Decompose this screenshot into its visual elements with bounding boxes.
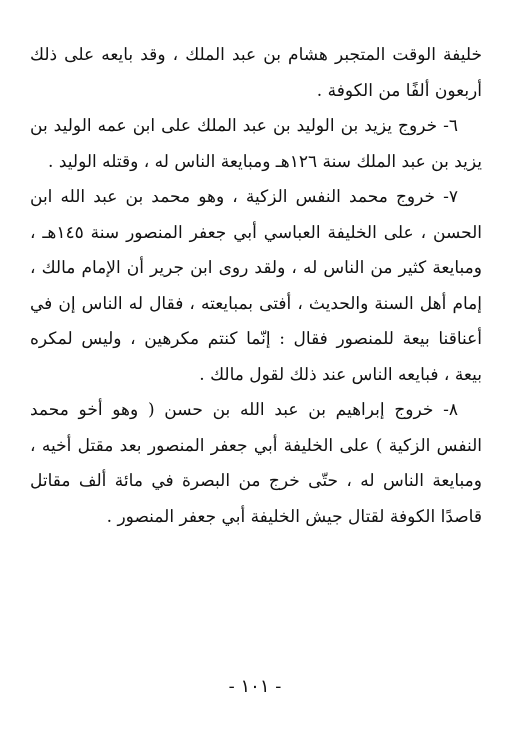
body-text	[30, 38, 482, 535]
paragraph-item-8: ٨- خروج إبراهيم بن عبد الله بن حسن ( وهو أخو محمد النفس الزكية ) على الخليفة أبي جعفر المنصور بعد مقتل أخيه ، ومبايعة الناس له ، حتّى خرج من البصرة في مائة ألف مقاتل قاصدًا الكوفة لقتال جيش الخليفة أبي جعفر المنصور .	[30, 400, 482, 527]
paragraph-continuation: خليفة الوقت المتجبر هشام بن عبد الملك ، وقد بايعه على ذلك أربعون ألفًا من الكوفة .	[30, 45, 482, 101]
paragraph-item-7: ٧- خروج محمد النفس الزكية ، وهو محمد بن عبد الله ابن الحسن ، على الخليفة العباسي أبي جعفر المنصور سنة ١٤٥هـ ، ومبايعة كثير من الناس له ، ولقد روى ابن جرير أن الإمام مالك ، إمام أهل السنة والحديث ، أفتى بمبايعته ، فقال له الناس إن في أعناقنا بيعة للمنصور فقال : إنّما كنتم مكرهين ، وليس لمكره بيعة ، فبايعه الناس عند ذلك لقول مالك .	[30, 187, 482, 385]
page-number: - ١٠١ -	[228, 676, 282, 697]
paragraph-item-6: ٦- خروج يزيد بن الوليد بن عبد الملك على ابن عمه الوليد بن يزيد بن عبد الملك سنة ١٢٦هـ ومبايعة الناس له ، وقتله الوليد .	[30, 116, 482, 172]
